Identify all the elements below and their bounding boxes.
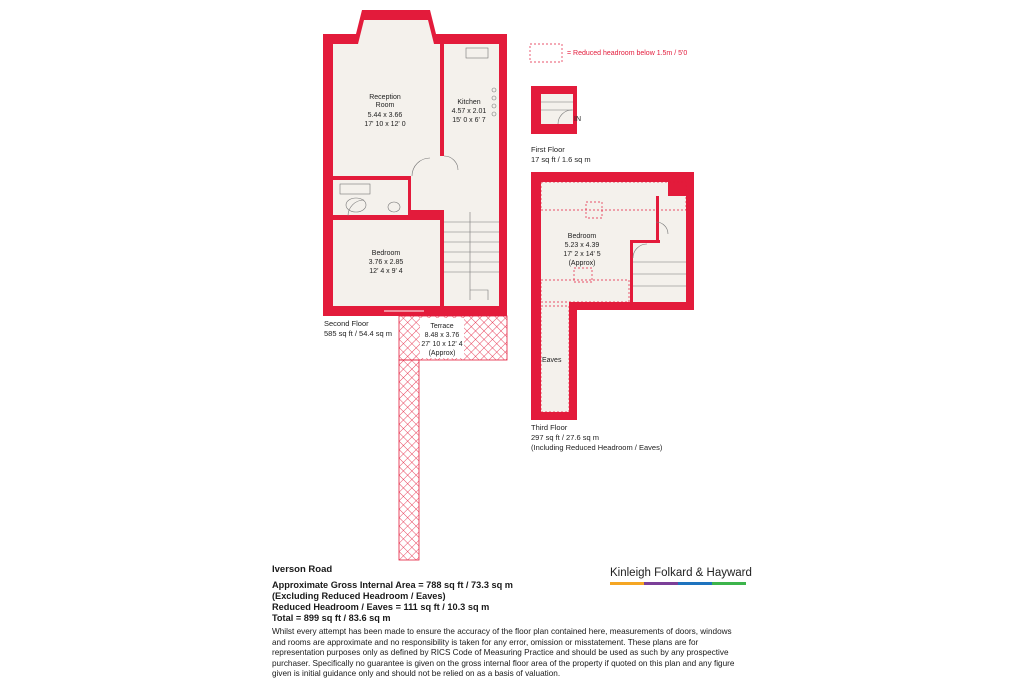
eaves-label: Eaves <box>542 357 562 364</box>
terrace-imperial: 27' 10 x 12' 4 <box>421 341 463 348</box>
kitchen-imperial: 15' 0 x 6' 7 <box>452 117 486 124</box>
second-floor-plan <box>323 10 507 560</box>
kitchen-metric: 4.57 x 2.01 <box>451 108 487 115</box>
third-bedroom-name: Bedroom <box>567 233 597 240</box>
kitchen-name: Kitchen <box>457 99 481 106</box>
terrace-note: (Approx) <box>428 350 456 357</box>
first-floor-name: First Floor <box>531 145 565 154</box>
legend-swatch <box>530 44 562 62</box>
brand-color-1 <box>610 582 644 585</box>
disclaimer: Whilst every attempt has been made to ensure the accuracy of the floor plan contained here, measurements of doors, windows and rooms are approximate and no responsibility is taken for any error, omission or misstatement. These plans are for representation purposes only as defined by RICS Code of Measuring Practice and should be used as such by any prospective purchaser. Specifically no guarantee is given on the gross internal floor area of the property if quoted on this plan and any figure given is initial guidance only and should not be relied on as a basis of valuation. <box>272 627 735 679</box>
brand-color-3 <box>678 582 712 585</box>
reception-metric: 5.44 x 3.66 <box>367 112 403 119</box>
reception-name: Reception <box>369 94 401 101</box>
excluding-note: (Excluding Reduced Headroom / Eaves) <box>272 591 446 601</box>
brand-color-4 <box>712 582 746 585</box>
second-floor-area: 585 sq ft / 54.4 sq m <box>324 329 392 338</box>
terrace-name: Terrace <box>430 323 454 330</box>
total-area: Total = 899 sq ft / 83.6 sq m <box>272 613 391 623</box>
brand-logo <box>610 567 750 585</box>
legend-text: = Reduced headroom below 1.5m / 5'0 <box>567 50 688 57</box>
terrace-metric: 8.48 x 3.76 <box>424 332 460 339</box>
entrance-label: IN <box>574 116 581 123</box>
reception-name-2: Room <box>375 102 395 109</box>
legend <box>530 44 687 62</box>
first-floor-plan <box>531 86 591 164</box>
reception-imperial: 17' 10 x 12' 0 <box>364 121 406 128</box>
third-floor-name: Third Floor <box>531 423 568 432</box>
third-bedroom-metric: 5.23 x 4.39 <box>564 242 600 249</box>
reduced-headroom-area: Reduced Headroom / Eaves = 111 sq ft / 10.3 sq m <box>272 602 490 612</box>
third-floor-area: 297 sq ft / 27.6 sq m <box>531 433 599 442</box>
bedroom-name: Bedroom <box>371 250 401 257</box>
bedroom-metric: 3.76 x 2.85 <box>368 259 404 266</box>
third-bedroom-imperial: 17' 2 x 14' 5 <box>563 251 601 258</box>
brand-name: Kinleigh Folkard & Hayward <box>610 567 752 579</box>
property-address: Iverson Road <box>272 564 333 575</box>
third-bedroom-note: (Approx) <box>568 260 596 267</box>
first-floor-area: 17 sq ft / 1.6 sq m <box>531 155 591 164</box>
second-floor-name: Second Floor <box>324 319 369 328</box>
third-floor-plan <box>531 172 694 452</box>
third-floor-note: (Including Reduced Headroom / Eaves) <box>531 443 663 452</box>
gross-area: Approximate Gross Internal Area = 788 sq ft / 73.3 sq m <box>272 580 513 590</box>
brand-color-bar <box>610 582 746 585</box>
bedroom-imperial: 12' 4 x 9' 4 <box>369 268 403 275</box>
brand-color-2 <box>644 582 678 585</box>
